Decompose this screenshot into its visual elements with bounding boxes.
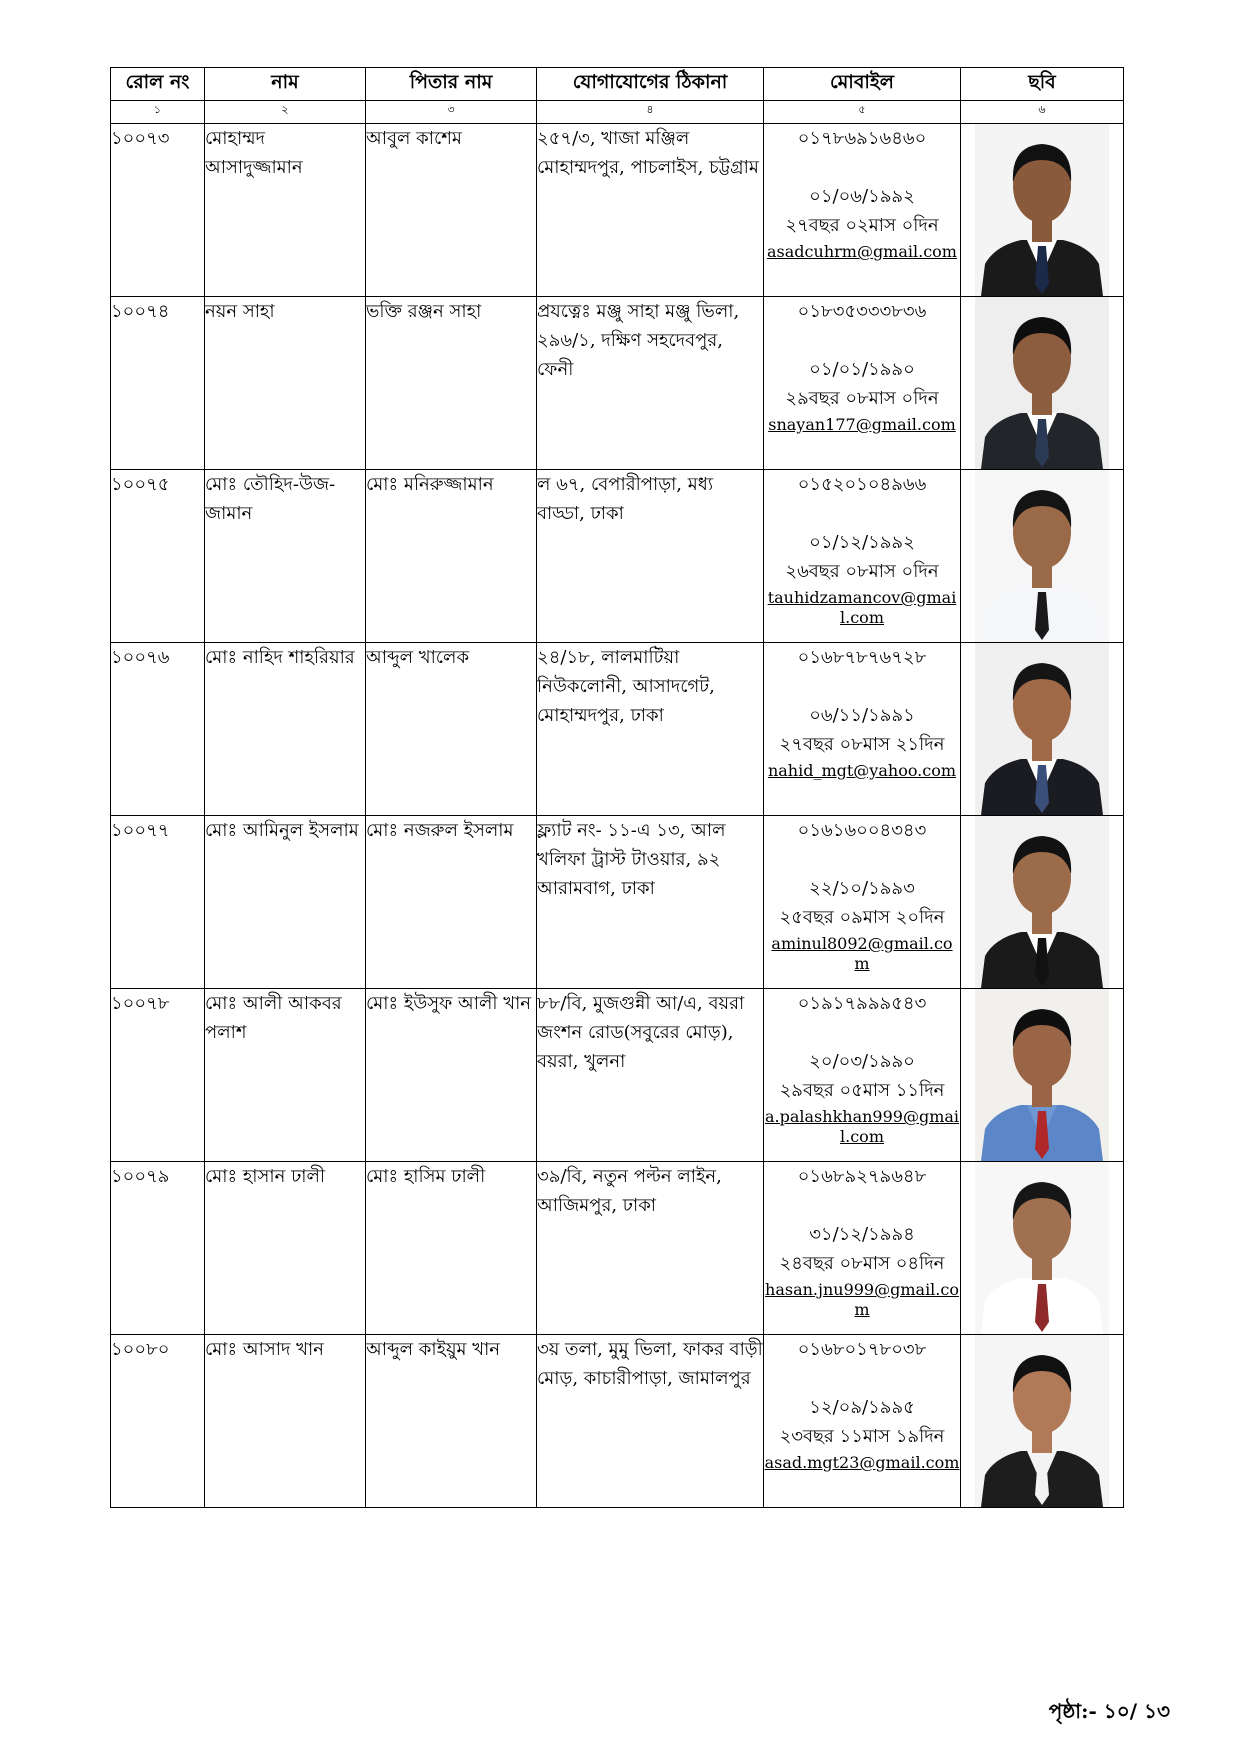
applicant-name: মোহাম্মদ আসাদুজ্জামান [205, 124, 366, 297]
roll-number: ১০০৭৮ [111, 989, 205, 1162]
portrait-photo [975, 297, 1109, 469]
father-name: আব্দুল কাইয়ুম খান [366, 1335, 537, 1508]
table-row [111, 643, 1124, 816]
mobile-cell [764, 1162, 961, 1335]
spacer [764, 153, 960, 182]
age: ২৯বছর ০৫মাস ১১দিন [779, 1080, 945, 1101]
date-of-birth: ২০/০৩/১৯৯০ [809, 1051, 915, 1072]
portrait-photo [975, 1162, 1109, 1334]
contact-address: ২৫৭/৩, খাজা মঞ্জিল মোহাম্মদপুর, পাচলাইস, চট্টগ্রাম [537, 124, 764, 297]
student-roster-table [110, 67, 1124, 1508]
mobile-number: ০১৫২০১০৪৯৬৬ [797, 474, 927, 495]
mobile-number: ০১৬৮০১৭৮০৩৮ [797, 1339, 927, 1360]
email-address: a.palashkhan999@gmail.com [764, 1107, 960, 1146]
portrait-photo [975, 816, 1109, 988]
date-of-birth: ০১/০১/১৯৯০ [809, 359, 915, 380]
mobile-cell [764, 816, 961, 989]
portrait-photo [975, 1335, 1109, 1507]
date-of-birth: ১২/০৯/১৯৯৫ [809, 1397, 915, 1418]
father-name: আবুল কাশেম [366, 124, 537, 297]
header-roll: রোল নং [111, 68, 205, 101]
applicant-name: মোঃ আসাদ খান [205, 1335, 366, 1508]
portrait-illustration [975, 816, 1109, 988]
father-name: আব্দুল খালেক [366, 643, 537, 816]
father-name: মোঃ হাসিম ঢালী [366, 1162, 537, 1335]
age: ২৯বছর ০৮মাস ০দিন [785, 388, 939, 409]
age: ২৫বছর ০৯মাস ২০দিন [779, 907, 945, 928]
header-row [111, 68, 1124, 101]
father-name: ভক্তি রঞ্জন সাহা [366, 297, 537, 470]
mobile-cell [764, 643, 961, 816]
portrait-illustration [975, 989, 1109, 1161]
age: ২৩বছর ১১মাস ১৯দিন [779, 1426, 945, 1447]
column-number: ৪ [537, 101, 764, 124]
photo-cell [961, 1335, 1124, 1508]
email-address: snayan177@gmail.com [768, 415, 956, 434]
photo-cell [961, 297, 1124, 470]
father-name: মোঃ ইউসুফ আলী খান [366, 989, 537, 1162]
mobile-cell [764, 989, 961, 1162]
portrait-photo [975, 989, 1109, 1161]
portrait-illustration [975, 1335, 1109, 1507]
mobile-number: ০১৮৩৫৩৩৩৮৩৬ [797, 301, 927, 322]
mobile-cell [764, 470, 961, 643]
spacer [764, 1018, 960, 1047]
applicant-name: মোঃ আমিনুল ইসলাম [205, 816, 366, 989]
header-mobile: মোবাইল [764, 68, 961, 101]
contact-address: ফ্ল্যাট নং- ১১-এ ১৩, আল খলিফা ট্রাস্ট টাওয়ার, ৯২ আরামবাগ, ঢাকা [537, 816, 764, 989]
date-of-birth: ০১/১২/১৯৯২ [809, 532, 915, 553]
mobile-number: ০১৭৮৬৯১৬৪৬০ [797, 128, 927, 149]
father-name: মোঃ মনিরুজ্জামান [366, 470, 537, 643]
applicant-name: মোঃ তৌহিদ-উজ-জামান [205, 470, 366, 643]
spacer [764, 672, 960, 701]
table-row [111, 124, 1124, 297]
roll-number: ১০০৭৫ [111, 470, 205, 643]
portrait-illustration [975, 470, 1109, 642]
portrait-illustration [975, 297, 1109, 469]
header-name: নাম [205, 68, 366, 101]
applicant-name: মোঃ আলী আকবর পলাশ [205, 989, 366, 1162]
portrait-photo [975, 124, 1109, 296]
email-address: hasan.jnu999@gmail.com [765, 1280, 959, 1319]
age: ২৪বছর ০৮মাস ০৪দিন [779, 1253, 945, 1274]
column-number: ৫ [764, 101, 961, 124]
table-row [111, 816, 1124, 989]
column-number-row [111, 101, 1124, 124]
email-address: nahid_mgt@yahoo.com [767, 761, 957, 780]
contact-address: ৩৯/বি, নতুন পল্টন লাইন, আজিমপুর, ঢাকা [537, 1162, 764, 1335]
spacer [764, 1364, 960, 1393]
spacer [764, 326, 960, 355]
photo-cell [961, 989, 1124, 1162]
contact-address: ল ৬৭, বেপারীপাড়া, মধ্য বাড্ডা, ঢাকা [537, 470, 764, 643]
roll-number: ১০০৭৬ [111, 643, 205, 816]
column-number: ৩ [366, 101, 537, 124]
header-address: যোগাযোগের ঠিকানা [537, 68, 764, 101]
mobile-number: ০১৬১৬০০৪৩৪৩ [797, 820, 927, 841]
father-name: মোঃ নজরুল ইসলাম [366, 816, 537, 989]
date-of-birth: ২২/১০/১৯৯৩ [809, 878, 915, 899]
column-number: ২ [205, 101, 366, 124]
applicant-name: নয়ন সাহা [205, 297, 366, 470]
page-number: পৃষ্ঠা:- ১০/ ১৩ [1048, 1699, 1170, 1723]
table-row [111, 297, 1124, 470]
portrait-illustration [975, 1162, 1109, 1334]
column-number: ৬ [961, 101, 1124, 124]
photo-cell [961, 643, 1124, 816]
mobile-cell [764, 124, 961, 297]
email-address: asadcuhrm@gmail.com [767, 242, 957, 261]
mobile-number: ০১৬৮৭৮৭৬৭২৮ [797, 647, 927, 668]
portrait-illustration [975, 124, 1109, 296]
roll-number: ১০০৭৭ [111, 816, 205, 989]
email-address: aminul8092@gmail.com [771, 934, 953, 973]
date-of-birth: ০৬/১১/১৯৯১ [809, 705, 915, 726]
roll-number: ১০০৭৩ [111, 124, 205, 297]
roll-number: ১০০৭৪ [111, 297, 205, 470]
photo-cell [961, 470, 1124, 643]
spacer [764, 1191, 960, 1220]
age: ২৬বছর ০৮মাস ০দিন [785, 561, 939, 582]
spacer [764, 499, 960, 528]
roll-number: ১০০৭৯ [111, 1162, 205, 1335]
table-row [111, 1335, 1124, 1508]
contact-address: ৮৮/বি, মুজগুন্নী আ/এ, বয়রা জংশন রোড(সবুরের মোড়), বয়রা, খুলনা [537, 989, 764, 1162]
mobile-number: ০১৬৮৯২৭৯৬৪৮ [797, 1166, 927, 1187]
table-row [111, 1162, 1124, 1335]
table-row [111, 470, 1124, 643]
header-photo: ছবি [961, 68, 1124, 101]
column-number: ১ [111, 101, 205, 124]
portrait-illustration [975, 643, 1109, 815]
portrait-photo [975, 470, 1109, 642]
age: ২৭বছর ০২মাস ০দিন [785, 215, 939, 236]
photo-cell [961, 816, 1124, 989]
portrait-photo [975, 643, 1109, 815]
roll-number: ১০০৮০ [111, 1335, 205, 1508]
contact-address: ৩য় তলা, মুমু ভিলা, ফাকর বাড়ী মোড়, কাচারীপাড়া, জামালপুর [537, 1335, 764, 1508]
contact-address: ২৪/১৮, লালমাটিয়া নিউকলোনী, আসাদগেট, মোহাম্মদপুর, ঢাকা [537, 643, 764, 816]
age: ২৭বছর ০৮মাস ২১দিন [779, 734, 945, 755]
date-of-birth: ৩১/১২/১৯৯৪ [809, 1224, 915, 1245]
header-father: পিতার নাম [366, 68, 537, 101]
photo-cell [961, 1162, 1124, 1335]
date-of-birth: ০১/০৬/১৯৯২ [809, 186, 915, 207]
applicant-name: মোঃ নাহিদ শাহরিয়ার [205, 643, 366, 816]
roster-body [111, 124, 1124, 1508]
contact-address: প্রযত্নেঃ মঞ্জু সাহা মঞ্জু ভিলা, ২৯৬/১, দক্ষিণ সহদেবপুর, ফেনী [537, 297, 764, 470]
email-address: tauhidzamancov@gmail.com [767, 588, 957, 627]
mobile-cell [764, 1335, 961, 1508]
mobile-number: ০১৯১৭৯৯৯৫৪৩ [797, 993, 927, 1014]
spacer [764, 845, 960, 874]
email-address: asad.mgt23@gmail.com [764, 1453, 960, 1472]
applicant-name: মোঃ হাসান ঢালী [205, 1162, 366, 1335]
table-row [111, 989, 1124, 1162]
mobile-cell [764, 297, 961, 470]
photo-cell [961, 124, 1124, 297]
